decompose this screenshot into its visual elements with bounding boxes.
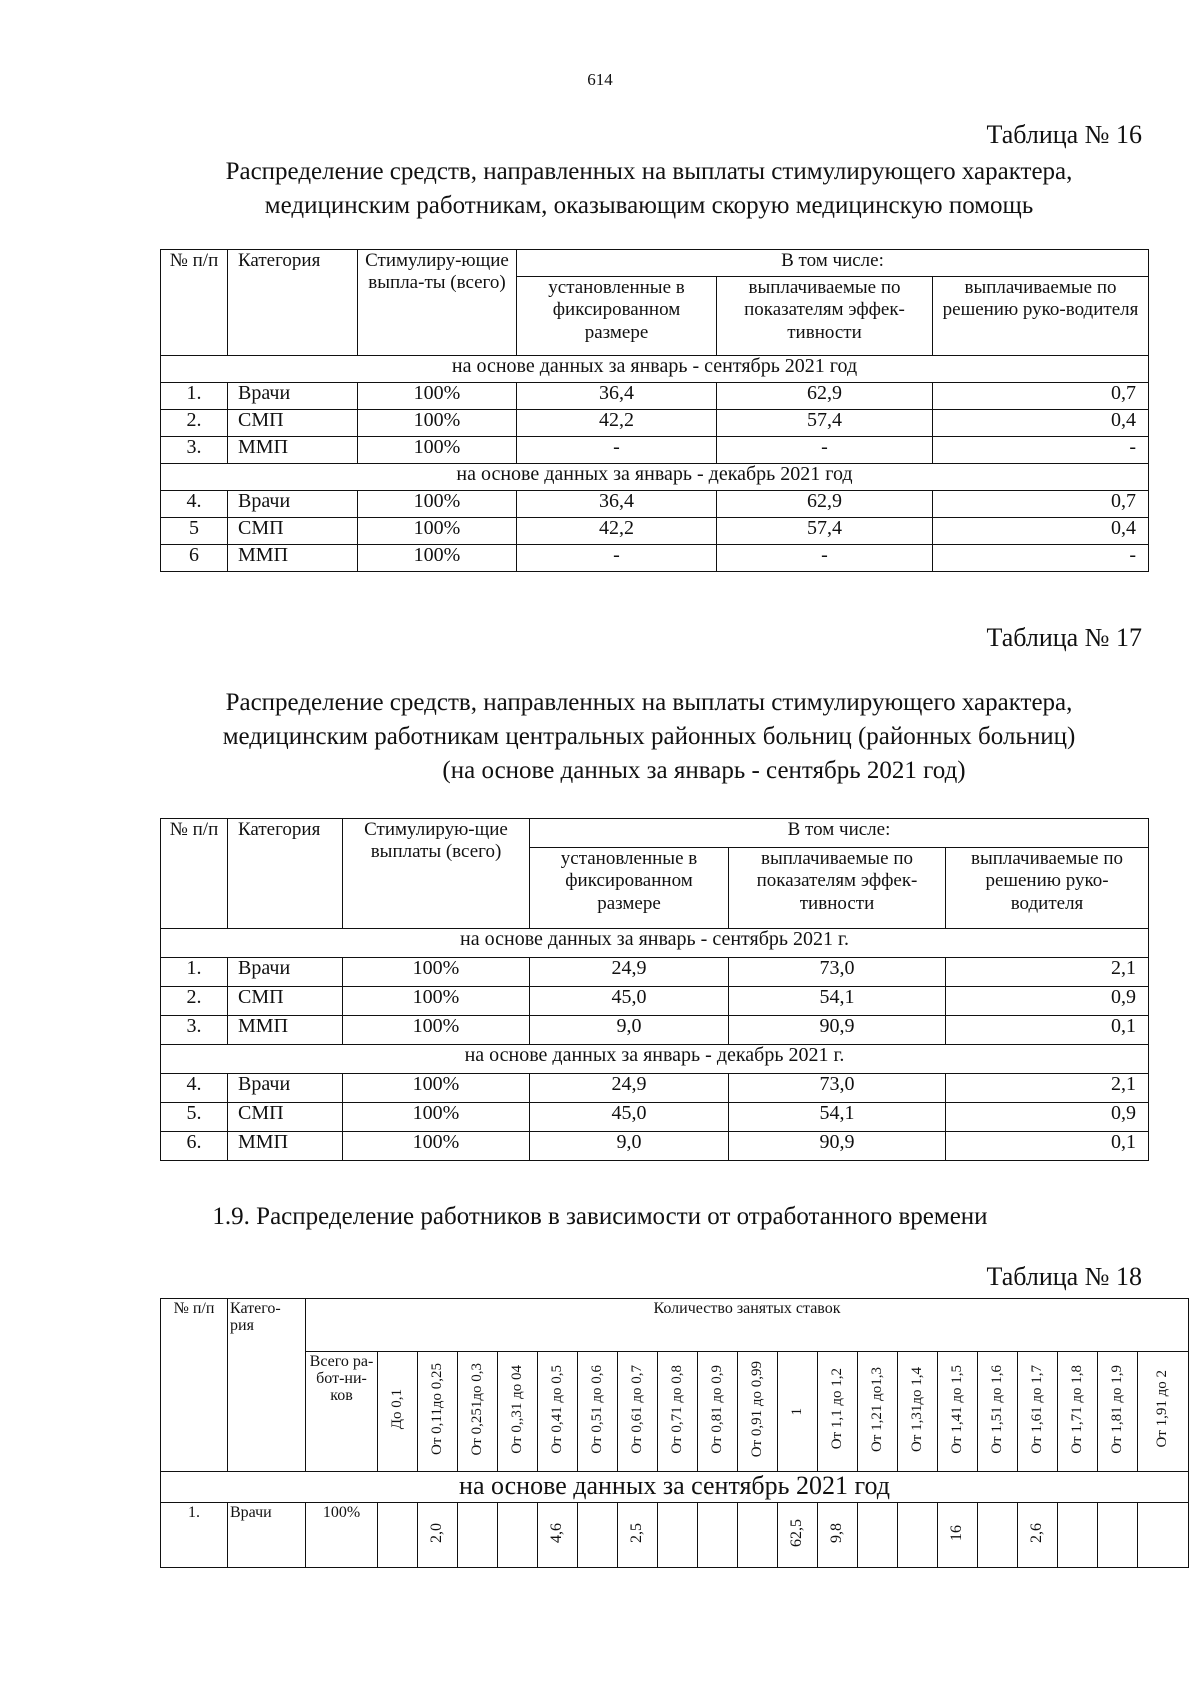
row-fixed: 45,0 bbox=[530, 1103, 729, 1132]
row-manager: 0,1 bbox=[946, 1132, 1149, 1161]
table-row bbox=[161, 545, 1149, 572]
row-num: 4. bbox=[161, 1074, 228, 1103]
row-total: 100% bbox=[358, 545, 517, 572]
row-manager: 2,1 bbox=[946, 958, 1149, 987]
table-row bbox=[161, 383, 1149, 410]
table-row bbox=[161, 1016, 1149, 1045]
rate-cell bbox=[578, 1503, 618, 1568]
row-num: 2. bbox=[161, 987, 228, 1016]
row-num: 1. bbox=[161, 383, 228, 410]
table-row bbox=[161, 958, 1149, 987]
row-total: 100% bbox=[343, 1103, 530, 1132]
table16 bbox=[160, 249, 1149, 572]
row-num: 5. bbox=[161, 1103, 228, 1132]
row-num: 6. bbox=[161, 1132, 228, 1161]
rate-column-label: От 0,91 до 0,99 bbox=[748, 1360, 765, 1458]
rate-column-header bbox=[1058, 1352, 1098, 1472]
row-category: Врачи bbox=[228, 958, 343, 987]
table-row bbox=[161, 410, 1149, 437]
rate-cell bbox=[658, 1503, 698, 1568]
row-fixed: 36,4 bbox=[517, 383, 717, 410]
table17-section-title: на основе данных за январь - декабрь 2021 г. bbox=[161, 1045, 1149, 1074]
rate-value: 16 bbox=[948, 1524, 966, 1541]
row-total: 100% bbox=[358, 491, 517, 518]
row-efficiency: 54,1 bbox=[729, 987, 946, 1016]
table16-header-num: № п/п bbox=[161, 250, 228, 356]
row-manager: 2,1 bbox=[946, 1074, 1149, 1103]
table17-section-title: на основе данных за январь - сентябрь 2021 г. bbox=[161, 929, 1149, 958]
rate-column-label: До 0,1 bbox=[388, 1388, 405, 1430]
rate-column-label: От 0,11до 0,25 bbox=[428, 1363, 445, 1456]
rate-column-label: От 0,51 до 0,6 bbox=[588, 1364, 605, 1454]
rate-cell bbox=[538, 1503, 578, 1568]
row-fixed: - bbox=[517, 545, 717, 572]
table-row bbox=[161, 1074, 1149, 1103]
rate-value: 2,6 bbox=[1028, 1522, 1046, 1543]
table16-section-title: на основе данных за январь - декабрь 2021 год bbox=[161, 464, 1149, 491]
table16-title bbox=[150, 155, 1148, 223]
row-efficiency: 73,0 bbox=[729, 1074, 946, 1103]
rate-column-header bbox=[538, 1352, 578, 1472]
row-efficiency: 73,0 bbox=[729, 958, 946, 987]
table18 bbox=[160, 1298, 1189, 1568]
table16-header-efficiency: выплачиваемые по показателям эффек-тивности bbox=[717, 277, 933, 356]
row-total: 100% bbox=[358, 437, 517, 464]
row-num: 1. bbox=[161, 1503, 228, 1568]
rate-cell bbox=[778, 1503, 818, 1568]
row-efficiency: 57,4 bbox=[717, 518, 933, 545]
rate-column-header bbox=[618, 1352, 658, 1472]
rate-value: 2,0 bbox=[428, 1522, 446, 1543]
row-category: ММП bbox=[228, 545, 358, 572]
row-manager: 0,9 bbox=[946, 987, 1149, 1016]
row-category: СМП bbox=[228, 518, 358, 545]
rate-column-label: 1 bbox=[788, 1407, 805, 1416]
rate-column-label: От 1,61 до 1,7 bbox=[1028, 1364, 1045, 1454]
rate-column-label: От 1,51 до 1,6 bbox=[988, 1364, 1005, 1454]
row-num: 6 bbox=[161, 545, 228, 572]
table18-label: Таблица № 18 bbox=[986, 1262, 1142, 1291]
table-row bbox=[161, 518, 1149, 545]
table17-header-fixed: установленные в фиксированном размере bbox=[530, 848, 729, 929]
row-efficiency: - bbox=[717, 545, 933, 572]
row-efficiency: 62,9 bbox=[717, 383, 933, 410]
rate-cell bbox=[1018, 1503, 1058, 1568]
row-fixed: 9,0 bbox=[530, 1016, 729, 1045]
table16-title-line: Распределение средств, направленных на выплаты стимулирующего характера, bbox=[225, 158, 1073, 185]
rate-column-header bbox=[498, 1352, 538, 1472]
rate-column-header bbox=[1098, 1352, 1138, 1472]
row-manager: 0,9 bbox=[946, 1103, 1149, 1132]
row-category: ММП bbox=[228, 1016, 343, 1045]
rate-column-label: От 1,1 до 1,2 bbox=[828, 1368, 845, 1450]
rate-column-header bbox=[578, 1352, 618, 1472]
row-fixed: 24,9 bbox=[530, 958, 729, 987]
table17-label: Таблица № 17 bbox=[986, 623, 1142, 652]
row-category: СМП bbox=[228, 1103, 343, 1132]
table17-header-total: Стимулирую-щие выплаты (всего) bbox=[343, 819, 530, 929]
rate-column-label: От 0,81 до 0,9 bbox=[708, 1364, 725, 1454]
section-heading: 1.9. Распределение работников в зависимости от отработанного времени bbox=[212, 1203, 988, 1230]
table16-header-manager: выплачиваемые по решению руко-водителя bbox=[933, 277, 1149, 356]
row-manager: 0,7 bbox=[933, 383, 1149, 410]
row-num: 5 bbox=[161, 518, 228, 545]
row-category: Врачи bbox=[228, 383, 358, 410]
row-total: 100% bbox=[358, 410, 517, 437]
rate-column-header bbox=[818, 1352, 858, 1472]
table17-header-category: Категория bbox=[228, 819, 343, 929]
row-num: 3. bbox=[161, 437, 228, 464]
table17-title bbox=[150, 686, 1148, 788]
rate-cell bbox=[498, 1503, 538, 1568]
rate-column-header bbox=[898, 1352, 938, 1472]
row-manager: 0,4 bbox=[933, 518, 1149, 545]
table17-title-line: медицинским работникам центральных районных больниц (районных больниц) bbox=[222, 723, 1076, 750]
rate-column-header bbox=[978, 1352, 1018, 1472]
rate-column-header bbox=[858, 1352, 898, 1472]
table-row bbox=[161, 1103, 1149, 1132]
rate-column-label: От 0,61 до 0,7 bbox=[628, 1364, 645, 1454]
row-total: 100% bbox=[343, 987, 530, 1016]
rate-column-header bbox=[738, 1352, 778, 1472]
rate-column-header bbox=[378, 1352, 418, 1472]
row-total: 100% bbox=[358, 383, 517, 410]
rate-column-label: От 1,71 до 1,8 bbox=[1068, 1364, 1085, 1454]
rate-column-label: От 1,21 до1,3 bbox=[868, 1366, 885, 1452]
rate-cell bbox=[1098, 1503, 1138, 1568]
row-num: 1. bbox=[161, 958, 228, 987]
row-num: 3. bbox=[161, 1016, 228, 1045]
rate-cell bbox=[858, 1503, 898, 1568]
row-manager: 0,4 bbox=[933, 410, 1149, 437]
table-row bbox=[161, 1132, 1149, 1161]
table17-title-line: Распределение средств, направленных на выплаты стимулирующего характера, bbox=[225, 689, 1073, 716]
rate-column-label: От 0,41 до 0,5 bbox=[548, 1364, 565, 1454]
row-category: Врачи bbox=[228, 1503, 306, 1568]
table17-title-line: (на основе данных за январь - сентябрь 2021 год) bbox=[442, 757, 966, 784]
rate-cell bbox=[458, 1503, 498, 1568]
rate-value: 9,8 bbox=[828, 1522, 846, 1543]
rate-column-header bbox=[938, 1352, 978, 1472]
row-fixed: 42,2 bbox=[517, 410, 717, 437]
rate-cell bbox=[818, 1503, 858, 1568]
row-fixed: 9,0 bbox=[530, 1132, 729, 1161]
table16-label: Таблица № 16 bbox=[986, 120, 1142, 149]
table18-section-title: на основе данных за сентябрь 2021 год bbox=[161, 1472, 1189, 1503]
row-manager: - bbox=[933, 437, 1149, 464]
table-row bbox=[161, 987, 1149, 1016]
row-fixed: 45,0 bbox=[530, 987, 729, 1016]
row-total: 100% bbox=[306, 1503, 378, 1568]
rate-value: 62,5 bbox=[788, 1518, 806, 1547]
rate-column-header bbox=[418, 1352, 458, 1472]
table17-header-num: № п/п bbox=[161, 819, 228, 929]
rate-column-label: От 1,41 до 1,5 bbox=[948, 1364, 965, 1454]
rate-column-label: От 0,71 до 0,8 bbox=[668, 1364, 685, 1454]
table16-header-fixed: установленные в фиксированном размере bbox=[517, 277, 717, 356]
row-manager: - bbox=[933, 545, 1149, 572]
rate-column-label: От 0,,31 до 04 bbox=[508, 1364, 525, 1454]
rate-cell bbox=[698, 1503, 738, 1568]
row-total: 100% bbox=[343, 958, 530, 987]
row-fixed: 24,9 bbox=[530, 1074, 729, 1103]
row-efficiency: 62,9 bbox=[717, 491, 933, 518]
table17-header-manager: выплачиваемые по решению руко-водителя bbox=[946, 848, 1149, 929]
table16-header-including: В том числе: bbox=[517, 250, 1149, 277]
rate-column-header bbox=[778, 1352, 818, 1472]
rate-cell bbox=[978, 1503, 1018, 1568]
table16-header-category: Категория bbox=[228, 250, 358, 356]
table-row bbox=[161, 1503, 1189, 1568]
row-category: СМП bbox=[228, 987, 343, 1016]
row-category: Врачи bbox=[228, 491, 358, 518]
table17 bbox=[160, 818, 1149, 1161]
row-total: 100% bbox=[343, 1016, 530, 1045]
rate-cell bbox=[418, 1503, 458, 1568]
table18-header-total-workers: Всего ра-бот-ни-ков bbox=[306, 1352, 378, 1472]
table17-header-efficiency: выплачиваемые по показателям эффек-тивности bbox=[729, 848, 946, 929]
row-fixed: 42,2 bbox=[517, 518, 717, 545]
row-fixed: - bbox=[517, 437, 717, 464]
rate-column-label: От 0,251до 0,3 bbox=[468, 1362, 485, 1456]
table18-header-category: Катего-рия bbox=[228, 1299, 306, 1472]
row-category: Врачи bbox=[228, 1074, 343, 1103]
rate-column-label: От 1,91 до 2 bbox=[1154, 1370, 1171, 1448]
row-efficiency: 90,9 bbox=[729, 1016, 946, 1045]
row-fixed: 36,4 bbox=[517, 491, 717, 518]
row-manager: 0,1 bbox=[946, 1016, 1149, 1045]
page-number: 614 bbox=[587, 70, 613, 89]
rate-cell bbox=[898, 1503, 938, 1568]
rate-column-header bbox=[458, 1352, 498, 1472]
rate-column-label: От 1,31до 1,4 bbox=[908, 1366, 925, 1452]
row-efficiency: 54,1 bbox=[729, 1103, 946, 1132]
table16-section-title: на основе данных за январь - сентябрь 2021 год bbox=[161, 356, 1149, 383]
row-manager: 0,7 bbox=[933, 491, 1149, 518]
rate-value: 4,6 bbox=[548, 1522, 566, 1543]
table16-header-total: Стимулиру-ющие выпла-ты (всего) bbox=[358, 250, 517, 356]
rate-value: 2,5 bbox=[628, 1522, 646, 1543]
rate-column-header bbox=[1138, 1352, 1189, 1472]
rate-cell bbox=[618, 1503, 658, 1568]
row-category: СМП bbox=[228, 410, 358, 437]
table18-header-num: № п/п bbox=[161, 1299, 228, 1472]
row-efficiency: 57,4 bbox=[717, 410, 933, 437]
rate-column-header bbox=[658, 1352, 698, 1472]
rate-cell bbox=[738, 1503, 778, 1568]
table18-header-rates: Количество занятых ставок bbox=[306, 1299, 1189, 1352]
rate-cell bbox=[1058, 1503, 1098, 1568]
row-efficiency: - bbox=[717, 437, 933, 464]
row-category: ММП bbox=[228, 437, 358, 464]
table-row bbox=[161, 437, 1149, 464]
rate-cell bbox=[378, 1503, 418, 1568]
rate-cell bbox=[1138, 1503, 1189, 1568]
rate-column-header bbox=[1018, 1352, 1058, 1472]
row-total: 100% bbox=[343, 1132, 530, 1161]
row-efficiency: 90,9 bbox=[729, 1132, 946, 1161]
row-total: 100% bbox=[358, 518, 517, 545]
rate-column-header bbox=[698, 1352, 738, 1472]
table17-header-including: В том числе: bbox=[530, 819, 1149, 848]
row-num: 2. bbox=[161, 410, 228, 437]
table16-title-line: медицинским работникам, оказывающим скорую медицинскую помощь bbox=[264, 192, 1034, 219]
rate-cell bbox=[938, 1503, 978, 1568]
row-num: 4. bbox=[161, 491, 228, 518]
table-row bbox=[161, 491, 1149, 518]
rate-column-label: От 1,81 до 1,9 bbox=[1108, 1364, 1125, 1454]
row-category: ММП bbox=[228, 1132, 343, 1161]
row-total: 100% bbox=[343, 1074, 530, 1103]
